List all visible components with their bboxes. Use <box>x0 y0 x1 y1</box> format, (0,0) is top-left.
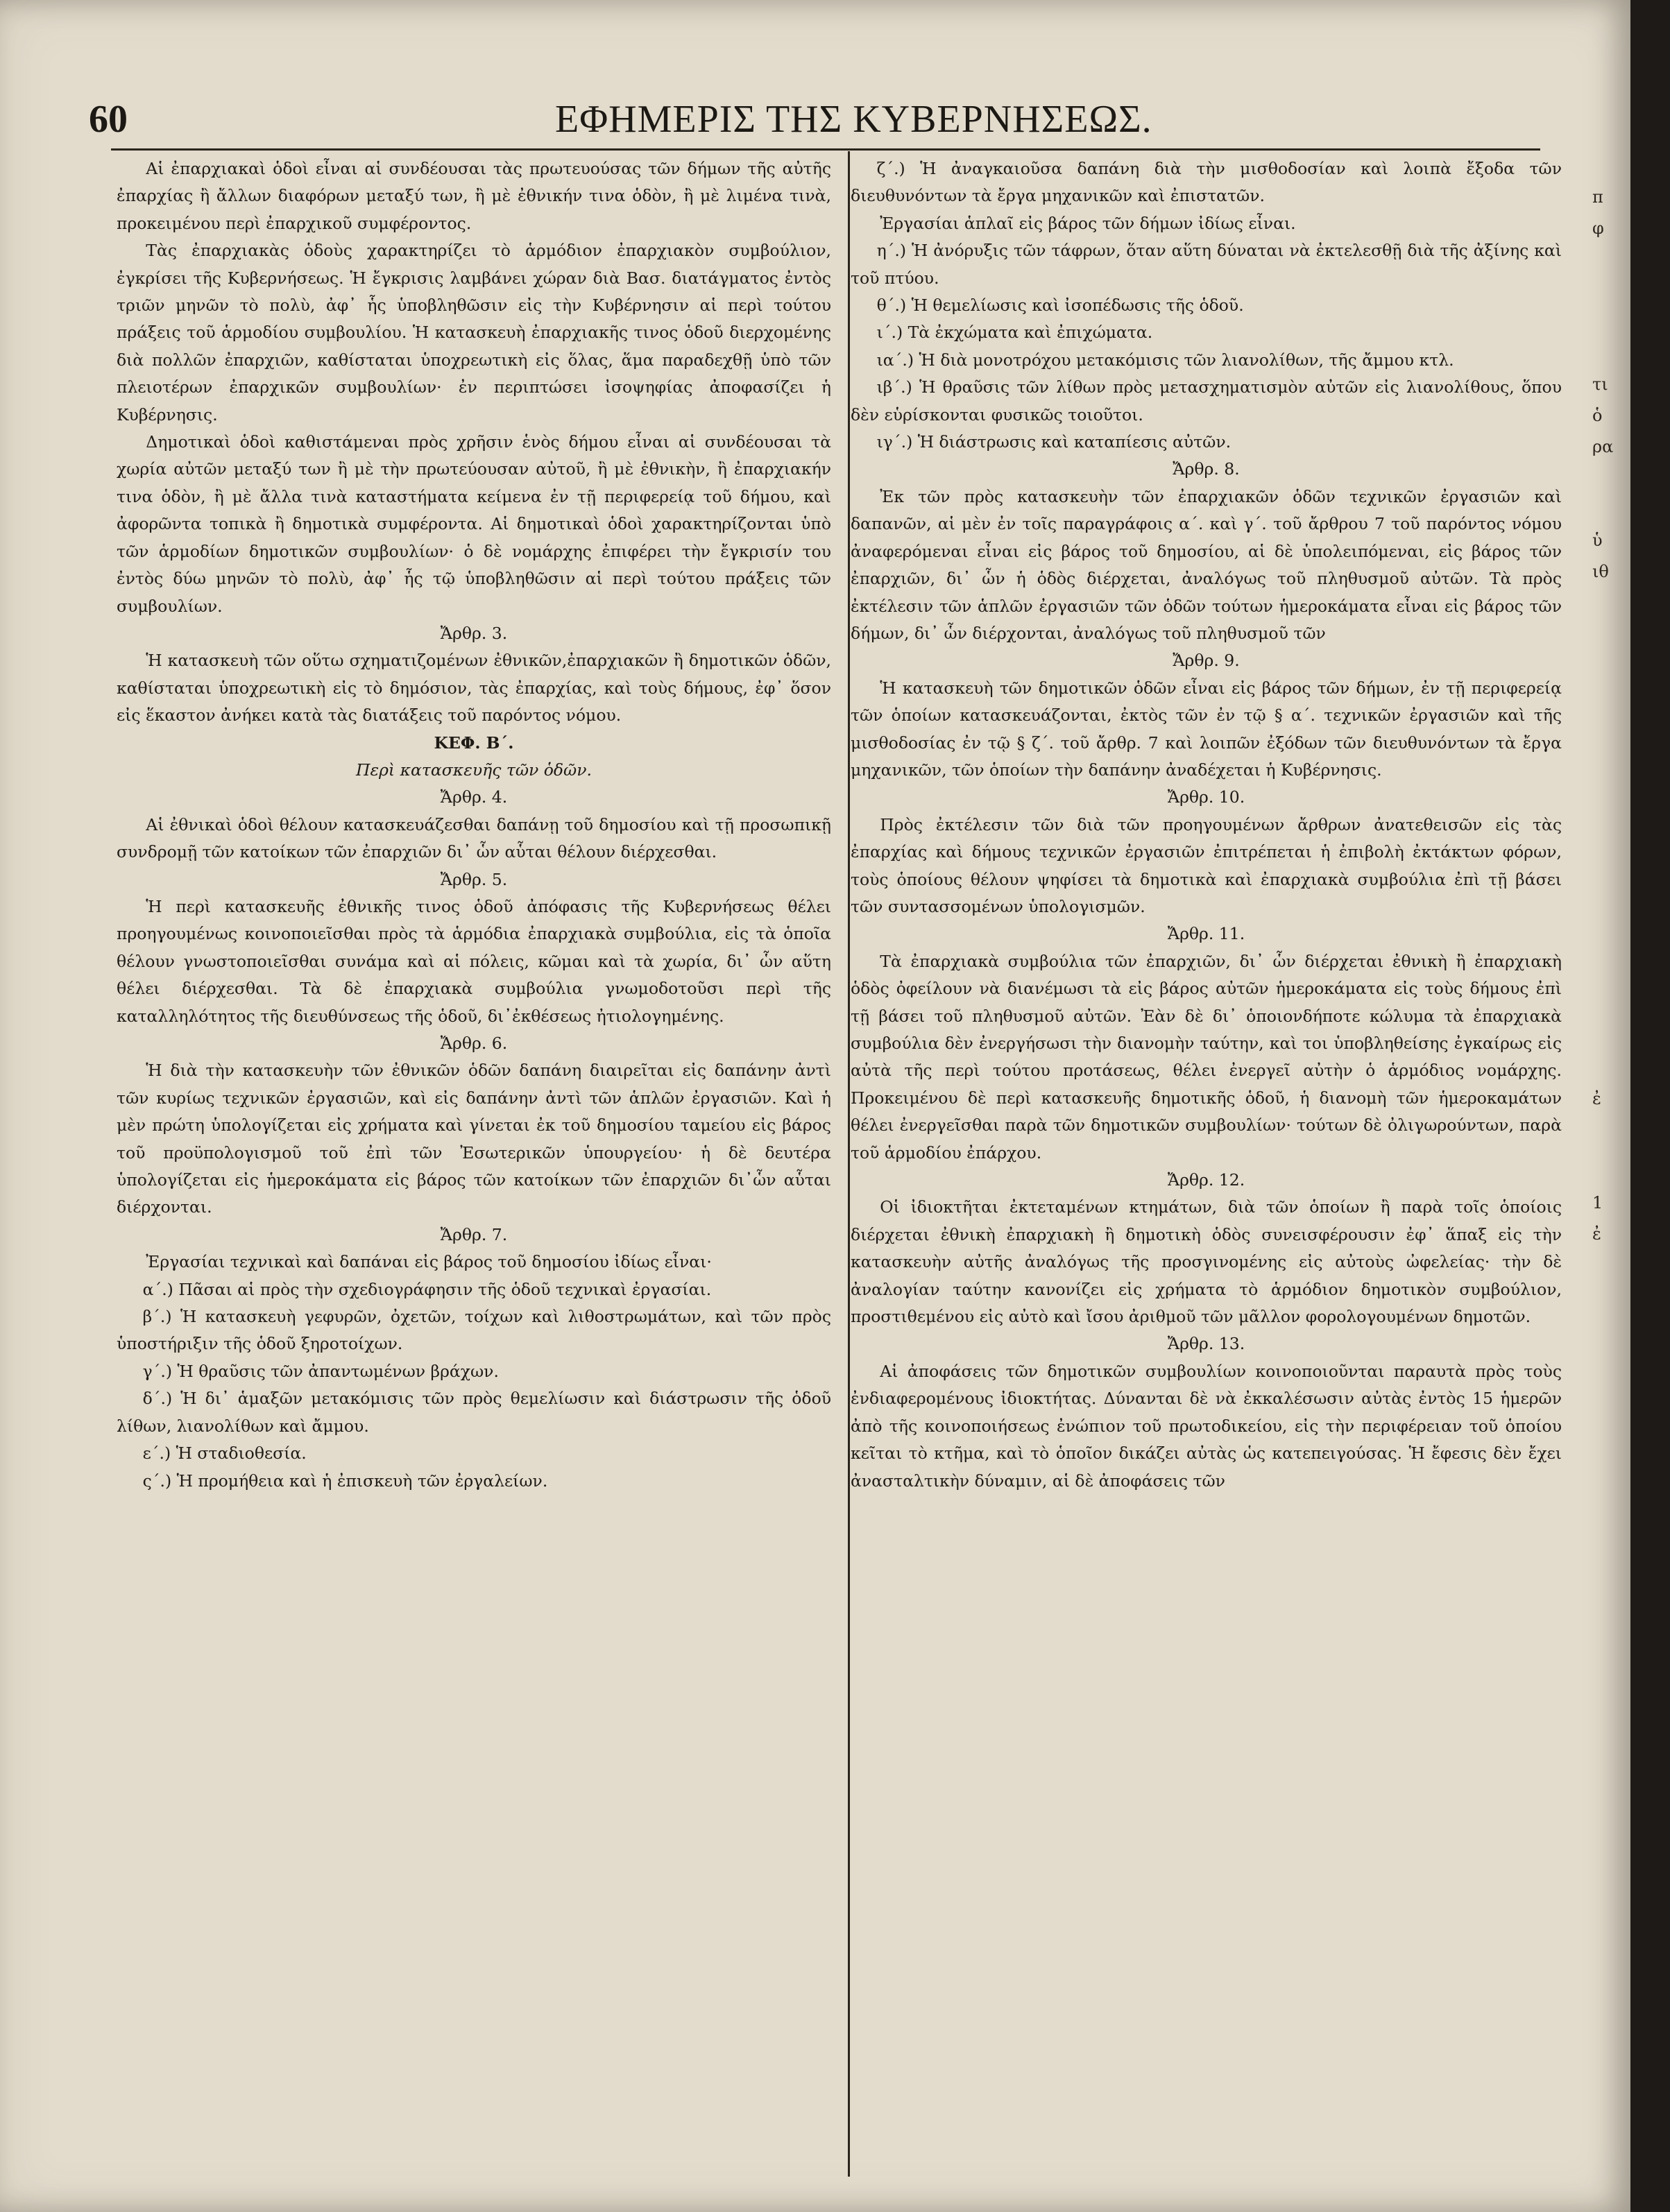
article-12-text: Οἱ ἰδιοκτῆται ἐκτεταμένων κτημάτων, διὰ τῶν ὁποίων ἢ παρὰ τοῖς ὁποίοις διέρχεται ἐθνικὴ ἐπαρχιακὴ ἢ δημοτικὴ ὁδὸς συνεισφέρουσιν ἐφ᾽ ἅπαξ εἰς τὴν κατασκευὴν αὐτῆς ἀναλόγως τῆς προσγινομένης εἰς αὐτοὺς ὠφελείας· τὴν δὲ ἀναλογίαν ταύτην κανονίζει εἰς χρήματα τὸ ἁρμόδιον δημοτικὸν συμβούλιον, προστιθεμένου εἰς αὐτὸ καὶ ἴσου ἀριθμοῦ τῶν μᾶλλον φορολογουμένων δημοτῶν. <box>851 1197 1562 1327</box>
list-item: ζ΄.) Ἡ ἀναγκαιοῦσα δαπάνη διὰ τὴν μισθοδοσίαν καὶ λοιπὰ ἔξοδα τῶν διευθυνόντων τὰ ἔργα μηχανικῶν καὶ ἐπιστατῶν. <box>851 159 1562 206</box>
article-5-heading: Ἄρθρ. 5. <box>440 869 508 889</box>
list-item: β΄.) Ἡ κατασκευὴ γεφυρῶν, ὀχετῶν, τοίχων καὶ λιθοστρωμάτων, καὶ τῶν πρὸς ὑποστήριξιν τῆς ὁδοῦ ξηροτοίχων. <box>117 1307 831 1354</box>
edge-fragment: ρα <box>1592 437 1614 456</box>
article-13-text: Αἱ ἀποφάσεις τῶν δημοτικῶν συμβουλίων κοινοποιοῦνται παραυτὰ πρὸς τοὺς ἐνδιαφερομένους ἰδιοκτήτας. Δύνανται δὲ νὰ ἐκκαλέσωσιν αὐτὰς ἐντὸς 15 ἡμερῶν ἀπὸ τῆς κοινοποιήσεως ἐνώπιον τοῦ πρωτοδικείου, εἰς τὴν περιφέρειαν τοῦ ὁποίου κεῖται τὸ κτῆμα, καὶ τὸ ὁποῖον δικάζει αὐτὰς ὡς κατεπειγούσας. Ἡ ἔφεσις δὲν ἔχει ἀνασταλτικὴν δύναμιν, αἱ δὲ ἀποφάσεις τῶν <box>851 1361 1562 1491</box>
list-item: δ΄.) Ἡ δι᾽ ἁμαξῶν μετακόμισις τῶν πρὸς θεμελίωσιν καὶ διάστρωσιν τῆς ὁδοῦ λίθων, λιανολίθων καὶ ἄμμου. <box>117 1389 831 1436</box>
article-11-heading: Ἄρθρ. 11. <box>1167 924 1245 944</box>
edge-fragment: π <box>1592 187 1603 207</box>
article-9-heading: Ἄρθρ. 9. <box>1173 651 1240 671</box>
right-column <box>851 155 1562 2177</box>
list-item: ιγ΄.) Ἡ διάστρωσις καὶ καταπίεσις αὐτῶν. <box>876 432 1232 452</box>
adjacent-page-edge <box>1592 166 1630 2178</box>
paragraph: Αἱ ἐπαρχιακαὶ ὁδοὶ εἶναι αἱ συνδέουσαι τὰς πρωτευούσας τῶν δήμων τῆς αὐτῆς ἐπαρχίας ἢ ἄλλων διαφόρων μεταξύ των, ἢ μὲ ἐθνικήν τινα ὁδὸν, ἢ μὲ λιμένα τινὰ, προκειμένου περὶ ἐπαρχικοῦ συμφέροντος. <box>117 159 831 233</box>
article-13-heading: Ἄρθρ. 13. <box>1167 1334 1245 1354</box>
edge-fragment: ιθ <box>1592 562 1609 581</box>
edge-fragment: ἐ <box>1592 1089 1601 1108</box>
article-11-text: Τὰ ἐπαρχιακὰ συμβούλια τῶν ἐπαρχιῶν, δι᾽ ὧν διέρχεται ἐθνικὴ ἢ ἐπαρχιακὴ ὁδὸς ὀφείλουν νὰ διανέμωσι τὰ εἰς βάρος αὐτῶν ἡμεροκάματα εἰς τοὺς δήμους ἐπὶ τῇ βάσει τοῦ πληθυσμοῦ αὐτῶν. Ἐὰν δὲ δι᾽ ὁποιονδήποτε κώλυμα τὰ ἐπαρχιακὰ συμβούλια δὲν ἐνεργήσωσι τὴν διανομὴν ταύτην, καὶ τοι ὑποβληθείσης ἐγκαίρως εἰς αὐτὰ τῆς περὶ τούτου προτάσεως, θέλει ἐνεργεῖ αὐτὴν ὁ ἁρμόδιος νομάρχης. Προκειμένου δὲ περὶ κατασκευῆς δημοτικῆς ὁδοῦ, ἡ διανομὴ τῶν ἡμεροκαμάτων θέλει ἐνεργεῖσθαι παρὰ τῶν δημοτικῶν συμβουλίων· τούτων δὲ ὀλιγωρούντων, παρὰ τοῦ ἁρμοδίου ἐπάρχου. <box>851 951 1562 1163</box>
list-item: ς΄.) Ἡ προμήθεια καὶ ἡ ἐπισκευὴ τῶν ἐργαλείων. <box>142 1471 548 1491</box>
chapter-title: Περὶ κατασκευῆς τῶν ὁδῶν. <box>356 760 592 780</box>
edge-fragment: ὑ <box>1592 531 1603 550</box>
list-item: η΄.) Ἡ ἀνόρυξις τῶν τάφρων, ὅταν αὕτη δύναται νὰ ἐκτελεσθῇ διὰ τῆς ἀξίνης καὶ τοῦ πτύου. <box>851 241 1562 288</box>
list-item: ια΄.) Ἡ διὰ μονοτρόχου μετακόμισις τῶν λιανολίθων, τῆς ἄμμου κτλ. <box>876 350 1454 370</box>
list-item: α΄.) Πᾶσαι αἱ πρὸς τὴν σχεδιογράφησιν τῆς ὁδοῦ τεχνικαὶ ἐργασίαι. <box>142 1279 712 1299</box>
header-rule <box>111 148 1540 151</box>
list-item: ι΄.) Τὰ ἐκχώματα καὶ ἐπιχώματα. <box>876 323 1153 343</box>
article-12-heading: Ἄρθρ. 12. <box>1167 1170 1245 1190</box>
article-3-text: Ἡ κατασκευὴ τῶν οὕτω σχηματιζομένων ἐθνικῶν,ἐπαρχιακῶν ἢ δημοτικῶν ὁδῶν, καθίσταται ὑποχρεωτικὴ εἰς τὸ δημόσιον, τὰς ἐπαρχίας, καὶ τοὺς δήμους, ἐφ᾽ ὅσον εἰς ἕκαστον ἀνήκει κατὰ τὰς διατάξεις τοῦ παρόντος νόμου. <box>117 651 831 726</box>
article-7-heading: Ἄρθρ. 7. <box>440 1224 508 1244</box>
simple-works-intro: Ἐργασίαι ἁπλαῖ εἰς βάρος τῶν δήμων ἰδίως εἶναι. <box>880 213 1296 233</box>
page-number: 60 <box>89 98 128 141</box>
article-8-text: Ἐκ τῶν πρὸς κατασκευὴν τῶν ἐπαρχιακῶν ὁδῶν τεχνικῶν ἐργασιῶν καὶ δαπανῶν, αἱ μὲν ἐν τοῖς παραγράφοις α΄. καὶ γ΄. τοῦ ἄρθρου 7 τοῦ παρόντος νόμου ἀναφερόμεναι εἶναι εἰς βάρος τοῦ δημοσίου, αἱ δὲ ὑπολειπόμεναι, εἰς βάρος τῶν ἐπαρχιῶν, δι᾽ ὧν ἡ ὁδὸς διέρχεται, ἀναλόγως τοῦ πληθυσμοῦ αὐτῶν. Τὰ πρὸς ἐκτέλεσιν τῶν ἁπλῶν ἐργασιῶν τῶν ὁδῶν τούτων ἡμεροκάματα εἶναι εἰς βάρος τῶν δήμων, δι᾽ ὧν διέρχονται, ἀναλόγως τοῦ πληθυσμοῦ τῶν <box>851 486 1562 643</box>
article-7-text: Ἐργασίαι τεχνικαὶ καὶ δαπάναι εἰς βάρος τοῦ δημοσίου ἰδίως εἶναι· <box>146 1252 712 1272</box>
article-8-heading: Ἄρθρ. 8. <box>1173 459 1240 479</box>
edge-fragment: τι <box>1592 375 1608 394</box>
paragraph: Τὰς ἐπαρχιακὰς ὁδοὺς χαρακτηρίζει τὸ ἁρμόδιον ἐπαρχιακὸν συμβούλιον, ἐγκρίσει τῆς Κυβερνήσεως. Ἡ ἔγκρισις λαμβάνει χώραν διὰ Βασ. διατάγματος ἐντὸς τριῶν μηνῶν τὸ πολὺ, ἀφ᾽ ἧς ὑποβληθῶσιν εἰς τὴν Κυβέρνησιν αἱ περὶ τούτου πράξεις τοῦ ἁρμοδίου συμβουλίου. Ἡ κατασκευὴ ἐπαρχιακῆς τινος ὁδοῦ διερχομένης διὰ πολλῶν ἐπαρχιῶν, καθίσταται ὑποχρεωτικὴ εἰς ὅλας, ἅμα παραδεχθῇ ὑπὸ τῶν πλειοτέρων ἐπαρχικῶν συμβουλίων· ἐν περιπτώσει ἰσοψηφίας ἀποφασίζει ἡ Κυβέρνησις. <box>117 241 831 425</box>
edge-fragment: 1 <box>1592 1193 1603 1212</box>
list-item: θ΄.) Ἡ θεμελίωσις καὶ ἰσοπέδωσις τῆς ὁδοῦ. <box>876 295 1244 316</box>
article-6-heading: Ἄρθρ. 6. <box>440 1034 508 1053</box>
running-head-title: ΕΦΗΜΕΡΙΣ ΤΗΣ ΚΥΒΕΡΝΗΣΕΩΣ. <box>555 98 1152 141</box>
edge-fragment: φ <box>1592 218 1604 238</box>
article-10-text: Πρὸς ἐκτέλεσιν τῶν διὰ τῶν προηγουμένων ἄρθρων ἀνατεθεισῶν εἰς τὰς ἐπαρχίας καὶ δήμους τεχνικῶν ἐργασιῶν ἐπιτρέπεται ἡ ἐπιβολὴ ἐκτάκτων φόρων, τοὺς ὁποίους θέλουν ψηφίσει τὰ δημοτικὰ καὶ ἐπαρχιακὰ συμβούλια ἐπὶ τῇ βάσει τῶν συντασσομένων ὑπολογισμῶν. <box>851 814 1562 916</box>
article-5-text: Ἡ περὶ κατασκευῆς ἐθνικῆς τινος ὁδοῦ ἀπόφασις τῆς Κυβερνήσεως θέλει προηγουμένως κοινοποιεῖσθαι πρὸς τὰ ἁρμόδια ἐπαρχιακὰ συμβούλια, εἰς τὰ ὁποῖα θέλουν γνωστοποιεῖσθαι συνάμα καὶ αἱ πόλεις, κῶμαι καὶ τὰ χωρία, δι᾽ ὧν αὕτη θέλει διέρχεσθαι. Τὰ δὲ ἐπαρχιακὰ συμβούλια γνωμοδοτοῦσι περὶ τῆς καταλληλότητος τῆς διευθύνσεως τῆς ὁδοῦ, δι᾽ἐκθέσεως ἠτιολογημένης. <box>117 896 831 1026</box>
article-3-heading: Ἄρθρ. 3. <box>440 623 508 643</box>
article-4-heading: Ἄρθρ. 4. <box>440 787 508 807</box>
paragraph: Δημοτικαὶ ὁδοὶ καθιστάμεναι πρὸς χρῆσιν ἑνὸς δήμου εἶναι αἱ συνδέουσαι τὰ χωρία αὐτῶν μεταξύ των ἢ μὲ τὴν πρωτεύουσαν αὐτοῦ, ἢ μὲ ἐθνικὴν, ἢ ἐπαρχιακήν τινα ὁδὸν, ἢ μὲ ἄλλα τινὰ καταστήματα κείμενα ἐν τῇ περιφερείᾳ τοῦ δήμου, καὶ ἀφορῶντα τοπικὰ ἢ δημοτικὰ συμφέροντα. Αἱ δημοτικαὶ ὁδοὶ χαρακτηρίζονται ὑπὸ τῶν ἁρμοδίων δημοτικῶν συμβουλίων· ὁ δὲ νομάρχης ἐπιφέρει τὴν ἔγκρισίν του ἐντὸς δύω μηνῶν τὸ πολὺ, ἀφ᾽ ἧς τῷ ὑποβληθῶσιν αἱ περὶ τούτου πράξεις τῶν συμβουλίων. <box>117 432 831 616</box>
list-item: γ΄.) Ἡ θραῦσις τῶν ἀπαντωμένων βράχων. <box>142 1361 499 1381</box>
article-10-heading: Ἄρθρ. 10. <box>1167 787 1245 807</box>
chapter-heading: ΚΕΦ. Β΄. <box>434 732 514 753</box>
list-item: ε΄.) Ἡ σταδιοθεσία. <box>142 1443 307 1464</box>
article-9-text: Ἡ κατασκευὴ τῶν δημοτικῶν ὁδῶν εἶναι εἰς βάρος τῶν δήμων, ἐν τῇ περιφερείᾳ τῶν ὁποίων κατασκευάζονται, ἐκτὸς τῶν ἐν τῷ § α΄. τεχνικῶν ἐργασιῶν καὶ τῆς μισθοδοσίας ἐν τῷ § ζ΄. τοῦ ἄρθρ. 7 καὶ λοιπῶν ἐξόδων τῶν διευθυνόντων τὰ ἔργα μηχανικῶν, τῶν ὁποίων τὴν δαπάνην ἀναδέχεται ἡ Κυβέρνησις. <box>851 678 1562 780</box>
edge-fragment: ὁ <box>1592 406 1603 425</box>
article-6-text: Ἡ διὰ τὴν κατασκευὴν τῶν ἐθνικῶν ὁδῶν δαπάνη διαιρεῖται εἰς δαπάνην ἀντὶ τῶν κυρίως τεχνικῶν ἐργασιῶν, καὶ εἰς δαπάνην ἀντὶ τῶν ἁπλῶν ἐργασιῶν. Καὶ ἡ μὲν πρώτη ὑπολογίζεται εἰς χρήματα καὶ γίνεται ἐκ τοῦ δημοσίου ταμείου εἰς βάρος τοῦ προϋπολογισμοῦ τοῦ ἐπὶ τῶν Ἐσωτερικῶν ὑπουργείου· ἡ δὲ δευτέρα ὑπολογίζεται εἰς ἡμεροκάματα εἰς βάρος τῶν κατοίκων τῶν ἐπαρχιῶν δι᾽ὧν αὗται διέρχονται. <box>117 1061 831 1217</box>
left-column <box>117 155 831 2174</box>
edge-fragment: ἐ <box>1592 1224 1601 1244</box>
list-item: ιβ΄.) Ἡ θραῦσις τῶν λίθων πρὸς μετασχηματισμὸν αὐτῶν εἰς λιανολίθους, ὅπου δὲν εὑρίσκονται φυσικῶς τοιοῦτοι. <box>851 377 1562 425</box>
article-4-text: Αἱ ἐθνικαὶ ὁδοὶ θέλουν κατασκευάζεσθαι δαπάνῃ τοῦ δημοσίου καὶ τῇ προσωπικῇ συνδρομῇ τῶν κατοίκων τῶν ἐπαρχιῶν δι᾽ ὧν αὗται θέλουν διέρχεσθαι. <box>117 814 831 862</box>
column-rule <box>848 151 850 2177</box>
